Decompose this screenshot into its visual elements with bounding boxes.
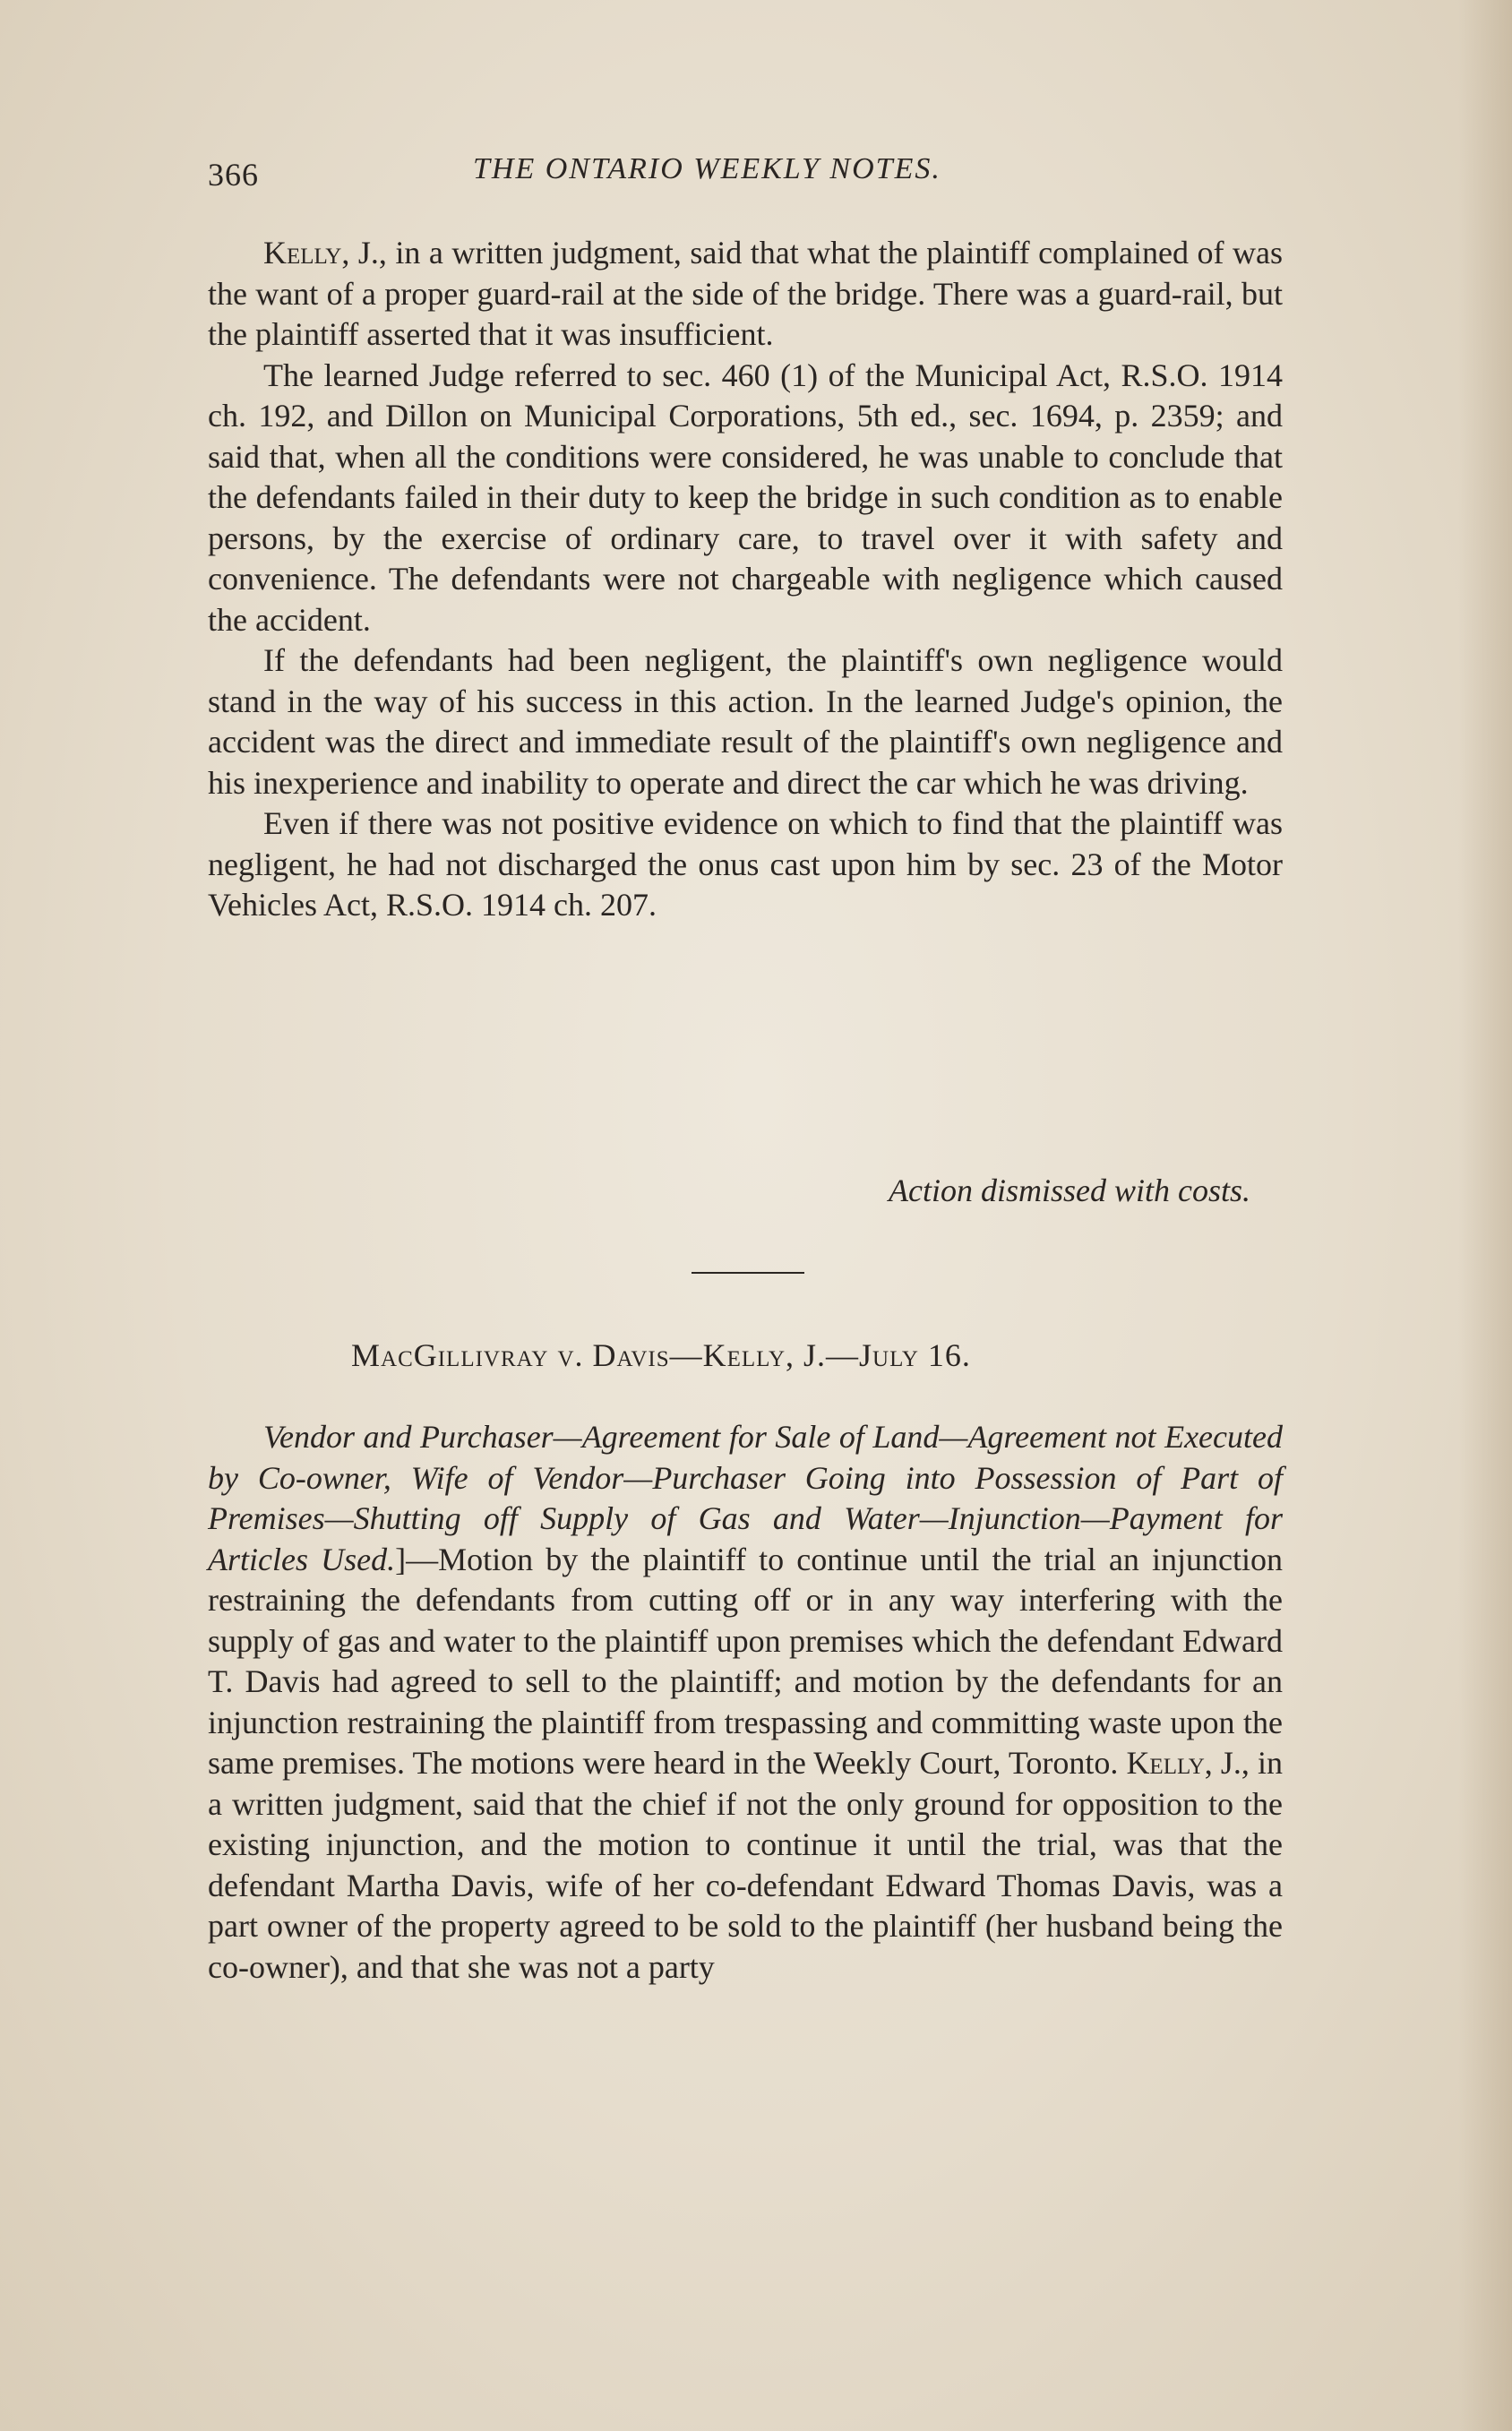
motion-text: ]—Motion by the plaintiff to continue until the trial an injunction restraining the defendants from cutting off or in any way interfering with the supply of gas and water to the plaintiff upon premises which the defendant Edward T. Davis had agreed to sell to the plaintiff; and motion by the defendants for an injunction restraining the plaintiff from trespassing and committing waste upon the same premises. The motions were heard in the Weekly Court, Toronto. xyxy=(208,1541,1283,1781)
disposition: Action dismissed with costs. xyxy=(889,1173,1250,1208)
headnote: Vendor and Purchaser—Agreement for Sale of Land—Agreement not Executed by Co-owner, Wife of Vendor—Purchaser Going into Possession of Part of Premises—Shutting off Supply of Gas and Water—Injunction—Payment for Articles Used. xyxy=(208,1419,1283,1577)
paragraph-text: Even if there was not positive evidence on which to find that the plaintiff was negligent, he had not discharged the onus cast upon him by sec. 23 of the Motor Vehicles Act, R.S.O. 1914 ch. 207. xyxy=(208,805,1283,923)
case-heading-day: 16. xyxy=(918,1337,971,1373)
second-case-text xyxy=(208,1417,1283,1988)
page-edge-shadow xyxy=(1458,0,1512,2431)
paragraph-text: The learned Judge referred to sec. 460 (1) of the Municipal Act, R.S.O. 1914 ch. 192, and Dillon on Municipal Corporations, 5th ed., sec. 1694, p. 2359; and said that, when all the conditions were considered, he was unable to conclude that the defendants failed in their duty to keep the bridge in such condition as to enable persons, by the exercise of ordinary care, to travel over it with safety and convenience. The defendants were not chargeable with negligence which caused the accident. xyxy=(208,356,1283,638)
paragraph-text: , in a written judgment, said that what the plaintiff complained of was the want of a proper guard-rail at the side of the bridge. There was a guard-rail, but the plaintiff asserted that it was insufficient. xyxy=(208,235,1283,352)
judgment-text: , in a written judgment, said that the chief if not the only ground for opposition to the existing injunction, and the motion to continue it until the trial, was that the defendant Martha Davis, wife of her co-defendant Edward Thomas Davis, was a part owner of the property agreed to be sold to the plaintiff (her husband being the co-owner), and that she was not a party xyxy=(208,1745,1284,1985)
case-heading-names: MacGillivray v. Davis—Kelly, J.—July xyxy=(351,1337,919,1373)
first-case-text xyxy=(208,233,1283,926)
judge-name: Kelly, J. xyxy=(1126,1745,1241,1781)
paragraph xyxy=(208,803,1283,926)
paragraph xyxy=(208,640,1283,803)
judge-name: Kelly, J. xyxy=(263,235,379,271)
paragraph xyxy=(208,1417,1283,1988)
page-number: 366 xyxy=(208,157,259,193)
paragraph xyxy=(208,233,1283,356)
paragraph-text: If the defendants had been negligent, the plaintiff's own negligence would stand in the way of his success in this action. In the learned Judge's opinion, the accident was the direct and immediate result of the plaintiff's own negligence and his inexperience and inability to operate and direct the car which he was driving. xyxy=(208,642,1283,801)
journal-title: THE ONTARIO WEEKLY NOTES. xyxy=(473,152,941,185)
section-divider xyxy=(692,1272,804,1274)
case-heading xyxy=(351,1336,971,1374)
paragraph xyxy=(208,356,1283,641)
running-head xyxy=(208,152,1283,197)
